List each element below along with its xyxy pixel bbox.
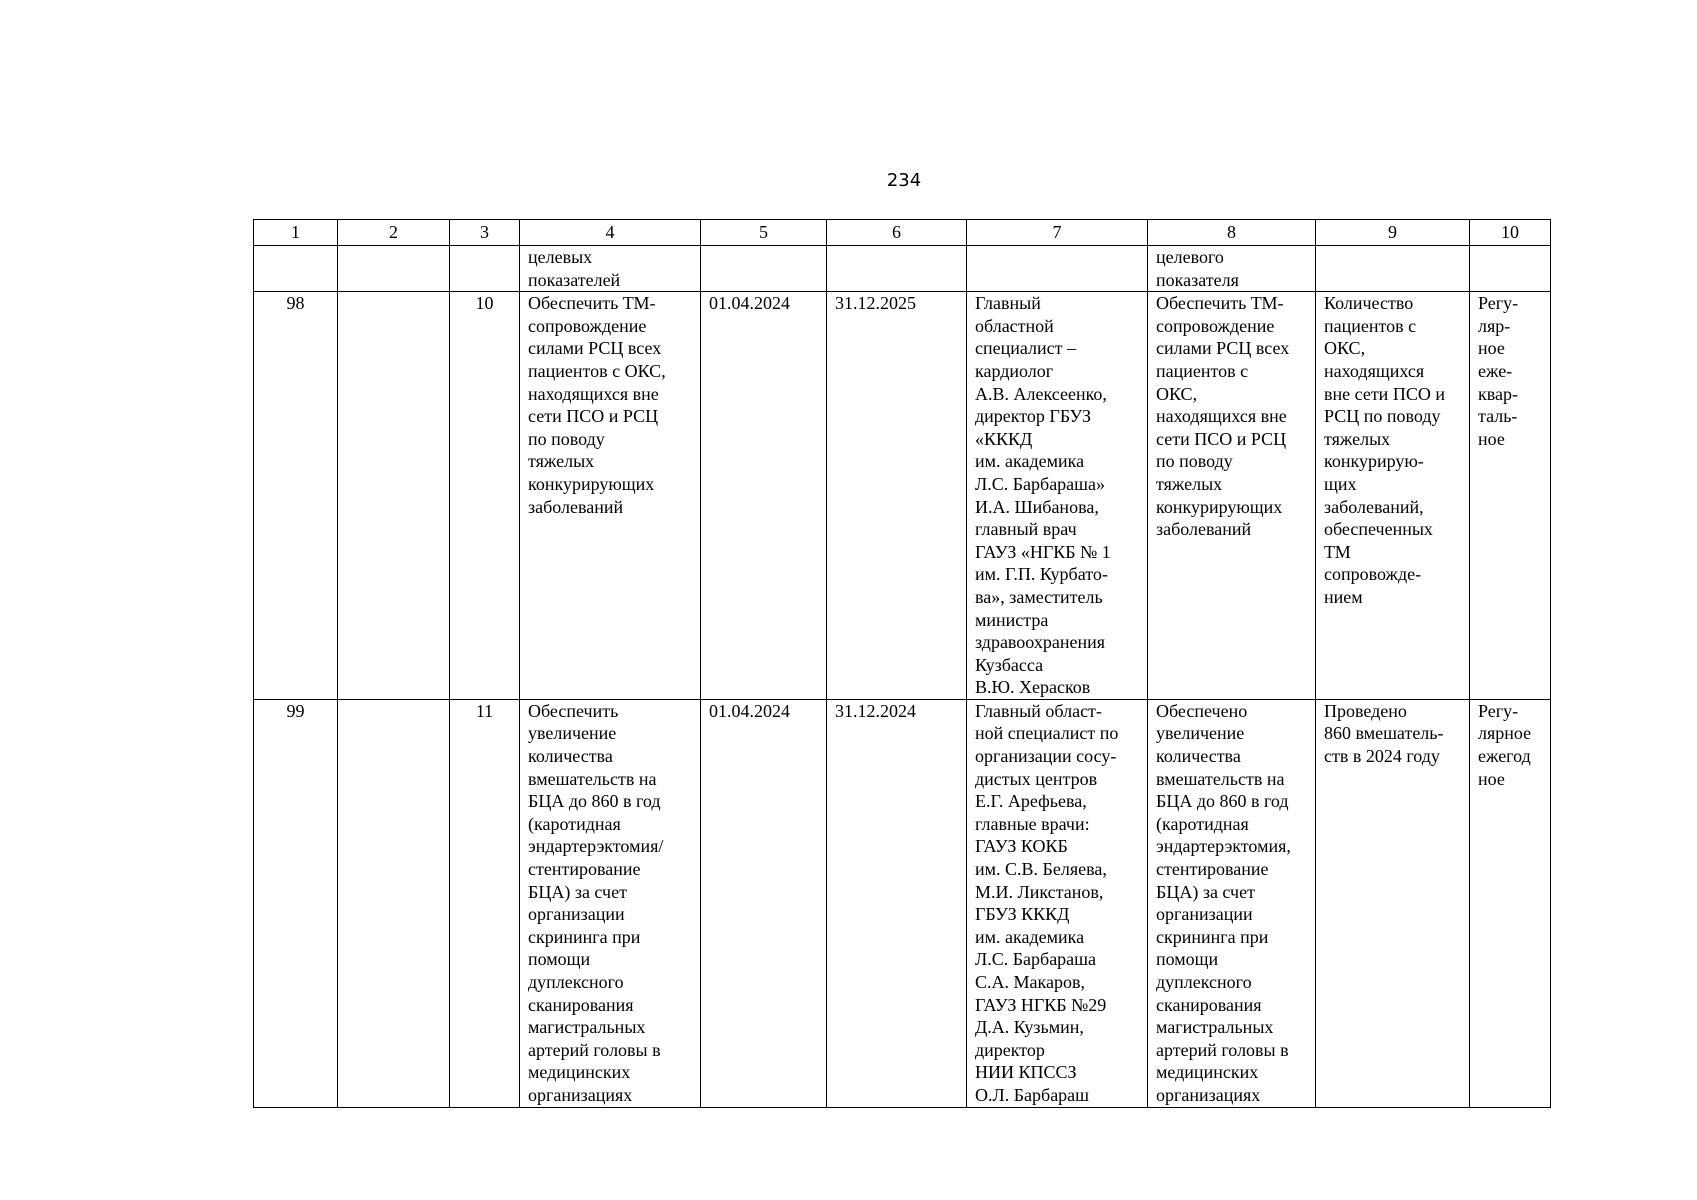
indicator-cell: Количество пациентов с ОКС, находящихся вне сети ПСО и РСЦ по поводу тяжелых конкурирую- щих заболеваний, обеспеченных ТМ сопровожде- нием: [1316, 292, 1470, 700]
end-date-cell: 31.12.2025: [827, 292, 967, 700]
end-date-cell: 31.12.2024: [827, 699, 967, 1107]
periodicity-cell: [1470, 246, 1551, 292]
header-cell: 3: [450, 220, 520, 246]
header-cell: 8: [1148, 220, 1316, 246]
header-cell: 4: [520, 220, 701, 246]
responsible-cell: Главный областной специалист – кардиолог А.В. Алексеенко, директор ГБУЗ «КККД им. академика Л.С. Барбараша» И.А. Шибанова, главный врач ГАУЗ «НГКБ № 1 им. Г.П. Курбато- ва», заместитель министра здравоохранения Кузбасса В.Ю. Херасков: [967, 292, 1148, 700]
item-number-cell: 11: [450, 699, 520, 1107]
result-cell: Обеспечено увеличение количества вмешательств на БЦА до 860 в год (каротидная эндартерэктомия, стентирование БЦА) за счет организации скрининга при помощи дуплексного сканирования магистральных артерий головы в медицинских организациях: [1148, 699, 1316, 1107]
header-cell: 1: [254, 220, 338, 246]
periodicity-cell: Регу- лярное ежегод ное: [1470, 699, 1551, 1107]
row-number-cell: 98: [254, 292, 338, 700]
header-cell: 6: [827, 220, 967, 246]
table-cell: [338, 246, 450, 292]
table-row: [254, 292, 1551, 700]
indicator-cell: Проведено 860 вмешатель- ств в 2024 году: [1316, 699, 1470, 1107]
measure-cell: целевых показателей: [520, 246, 701, 292]
measures-table: [253, 219, 1551, 1108]
start-date-cell: [701, 246, 827, 292]
responsible-cell: [967, 246, 1148, 292]
row-number-cell: 99: [254, 699, 338, 1107]
end-date-cell: [827, 246, 967, 292]
page-number: 234: [886, 170, 922, 191]
table-cell: [338, 292, 450, 700]
table-row: [254, 246, 1551, 292]
item-number-cell: [450, 246, 520, 292]
header-cell: 10: [1470, 220, 1551, 246]
header-cell: 7: [967, 220, 1148, 246]
header-cell: 2: [338, 220, 450, 246]
column-number-header-row: [254, 220, 1551, 246]
start-date-cell: 01.04.2024: [701, 699, 827, 1107]
result-cell: целевого показателя: [1148, 246, 1316, 292]
header-cell: 9: [1316, 220, 1470, 246]
result-cell: Обеспечить ТМ- сопровождение силами РСЦ всех пациентов с ОКС, находящихся вне сети ПСО и РСЦ по поводу тяжелых конкурирующих заболеваний: [1148, 292, 1316, 700]
responsible-cell: Главный област- ной специалист по организации сосу- дистых центров Е.Г. Арефьева, главные врачи: ГАУЗ КОКБ им. С.В. Беляева, М.И. Ликстанов, ГБУЗ КККД им. академика Л.С. Барбараша С.А. Макаров, ГАУЗ НГКБ №29 Д.А. Кузьмин, директор НИИ КПССЗ О.Л. Барбараш: [967, 699, 1148, 1107]
periodicity-cell: Регу- ляр- ное еже- квар- таль- ное: [1470, 292, 1551, 700]
start-date-cell: 01.04.2024: [701, 292, 827, 700]
measure-cell: Обеспечить увеличение количества вмешательств на БЦА до 860 в год (каротидная эндартерэктомия/ стентирование БЦА) за счет организации скрининга при помощи дуплексного сканирования магистральных артерий головы в медицинских организациях: [520, 699, 701, 1107]
item-number-cell: 10: [450, 292, 520, 700]
table-row: [254, 699, 1551, 1107]
header-cell: 5: [701, 220, 827, 246]
row-number-cell: [254, 246, 338, 292]
table-cell: [338, 699, 450, 1107]
measure-cell: Обеспечить ТМ- сопровождение силами РСЦ всех пациентов с ОКС, находящихся вне сети ПСО и РСЦ по поводу тяжелых конкурирующих заболеваний: [520, 292, 701, 700]
indicator-cell: [1316, 246, 1470, 292]
